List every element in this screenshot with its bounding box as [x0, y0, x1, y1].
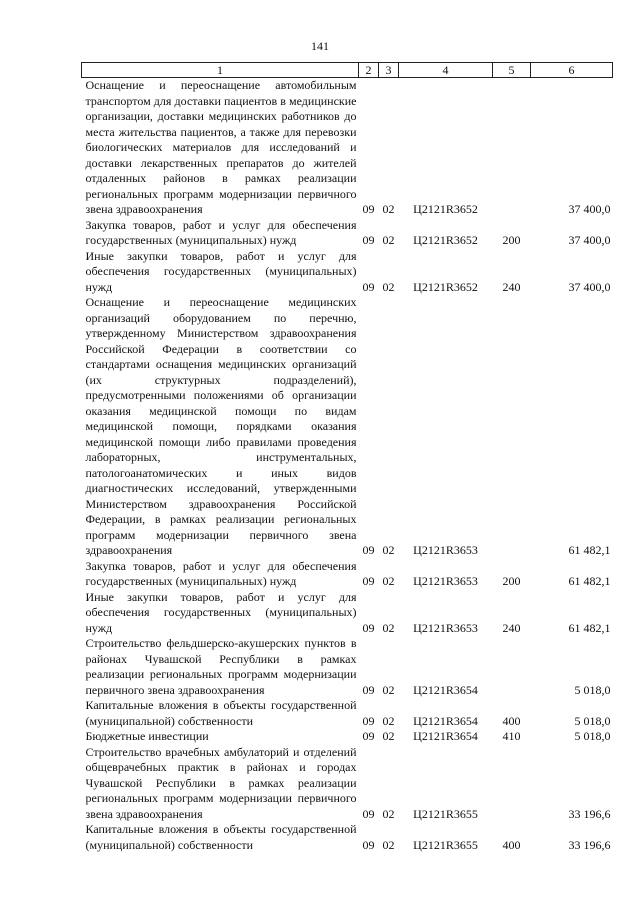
table-row	[82, 249, 613, 296]
table-row	[82, 78, 613, 218]
row-section: 09	[362, 233, 375, 247]
row-subsection: 02	[382, 233, 395, 247]
row-subsection: 02	[382, 574, 395, 588]
row-section: 09	[362, 806, 375, 821]
row-subsection: 02	[382, 729, 395, 743]
row-name: Оснащение и переоснащение медицинских организаций оборудованием по перечню, утвержденному Министерством здравоохранения Российской Федерации в соответствии со стандартами оснащения медицинских организаций (их структурных подразделений), предусмотренными положениями об организации оказания медицинской помощи по видам медицинской помощи, порядками оказания медицинской помощи либо правилами проведения лабораторных, инструментальных, патологоанатомических и иных видов диагностических исследований, утвержденными Министерством здравоохранения Российской Федерации, в рамках реализации региональных программ модернизации первичного звена здравоохранения	[85, 295, 357, 557]
table-row	[82, 745, 613, 823]
table-row	[82, 698, 613, 729]
budget-table	[81, 62, 613, 853]
row-expense-type: 200	[502, 574, 521, 588]
row-name: Бюджетные инвестиции	[85, 729, 209, 743]
header-col-4: 4	[399, 63, 493, 78]
row-expense-type	[493, 745, 531, 823]
table-row	[82, 590, 613, 637]
table-row	[82, 822, 613, 853]
row-name: Закупка товаров, работ и услуг для обеспечения государственных (муниципальных) нужд	[85, 217, 357, 247]
row-target-code: Ц2121R3653	[413, 574, 478, 588]
row-expense-type	[493, 78, 531, 218]
row-section: 09	[362, 837, 375, 852]
row-target-code: Ц2121R3653	[413, 543, 478, 557]
row-section: 09	[362, 713, 375, 728]
row-amount: 61 482,1	[568, 543, 611, 557]
row-amount: 37 400,0	[568, 233, 611, 247]
row-section: 09	[362, 202, 375, 216]
page-number: 141	[311, 39, 329, 53]
row-amount: 37 400,0	[568, 202, 611, 216]
row-target-code: Ц2121R3652	[413, 202, 478, 216]
row-subsection: 02	[382, 713, 395, 728]
row-target-code: Ц2121R3654	[413, 729, 478, 743]
row-subsection: 02	[382, 279, 395, 294]
row-target-code: Ц2121R3654	[413, 682, 478, 697]
row-amount: 5 018,0	[574, 729, 611, 743]
row-name: Капитальные вложения в объекты государственной (муниципальной) собственности	[85, 822, 357, 852]
table-row	[82, 729, 613, 745]
row-amount: 61 482,1	[568, 620, 611, 635]
table-row	[82, 218, 613, 249]
row-section: 09	[362, 279, 375, 294]
row-expense-type: 410	[502, 729, 521, 743]
row-amount: 37 400,0	[568, 279, 611, 294]
table-header-row	[82, 63, 613, 78]
row-subsection: 02	[382, 202, 395, 216]
table-row	[82, 636, 613, 698]
row-section: 09	[362, 574, 375, 588]
row-name: Строительство врачебных амбулаторий и отделений общеврачебных практик в районах и городах Чувашской Республики в рамках реализации региональных программ модернизации первичного звена здравоохранения	[85, 744, 357, 821]
row-target-code: Ц2121R3654	[413, 713, 478, 728]
row-expense-type: 240	[502, 279, 521, 294]
row-expense-type: 400	[502, 713, 521, 728]
row-target-code: Ц2121R3655	[413, 806, 478, 821]
row-expense-type	[493, 636, 531, 698]
row-expense-type: 200	[502, 233, 521, 247]
row-section: 09	[362, 543, 375, 557]
row-section: 09	[362, 620, 375, 635]
row-amount: 33 196,6	[568, 806, 611, 821]
row-name: Иные закупки товаров, работ и услуг для обеспечения государственных (муниципальных) нужд	[85, 589, 357, 635]
row-expense-type	[493, 295, 531, 559]
row-subsection: 02	[382, 620, 395, 635]
row-amount: 61 482,1	[568, 574, 611, 588]
row-section: 09	[362, 682, 375, 697]
row-target-code: Ц2121R3652	[413, 279, 478, 294]
row-name: Капитальные вложения в объекты государственной (муниципальной) собственности	[85, 698, 357, 728]
row-amount: 33 196,6	[568, 837, 611, 852]
row-name: Оснащение и переоснащение автомобильным транспортом для доставки пациентов в медицинские организации, доставки медицинских работников до места жительства пациентов, а также для перевозки биологических материалов для исследований и доставки лекарственных препаратов до жителей отдаленных районов в рамках реализации региональных программ модернизации первичного звена здравоохранения	[85, 78, 357, 216]
header-col-2: 2	[359, 63, 379, 78]
row-target-code: Ц2121R3655	[413, 837, 478, 852]
table-row	[82, 295, 613, 559]
row-subsection: 02	[382, 806, 395, 821]
header-col-6: 6	[531, 63, 613, 78]
row-target-code: Ц2121R3652	[413, 233, 478, 247]
row-name: Закупка товаров, работ и услуг для обеспечения государственных (муниципальных) нужд	[85, 558, 357, 588]
row-expense-type: 400	[502, 837, 521, 852]
header-col-3: 3	[379, 63, 399, 78]
table-row	[82, 559, 613, 590]
row-subsection: 02	[382, 682, 395, 697]
row-name: Иные закупки товаров, работ и услуг для обеспечения государственных (муниципальных) нужд	[85, 248, 357, 294]
row-name: Строительство фельдшерско-акушерских пунктов в районах Чувашской Республики в рамках реализации региональных программ модернизации первичного звена здравоохранения	[85, 636, 357, 697]
table-body	[82, 78, 613, 854]
row-amount: 5 018,0	[574, 682, 611, 697]
row-amount: 5 018,0	[574, 713, 611, 728]
row-subsection: 02	[382, 543, 395, 557]
header-col-5: 5	[493, 63, 531, 78]
row-subsection: 02	[382, 837, 395, 852]
row-target-code: Ц2121R3653	[413, 620, 478, 635]
row-section: 09	[362, 729, 375, 743]
row-expense-type: 240	[502, 620, 521, 635]
header-col-1: 1	[82, 63, 359, 78]
